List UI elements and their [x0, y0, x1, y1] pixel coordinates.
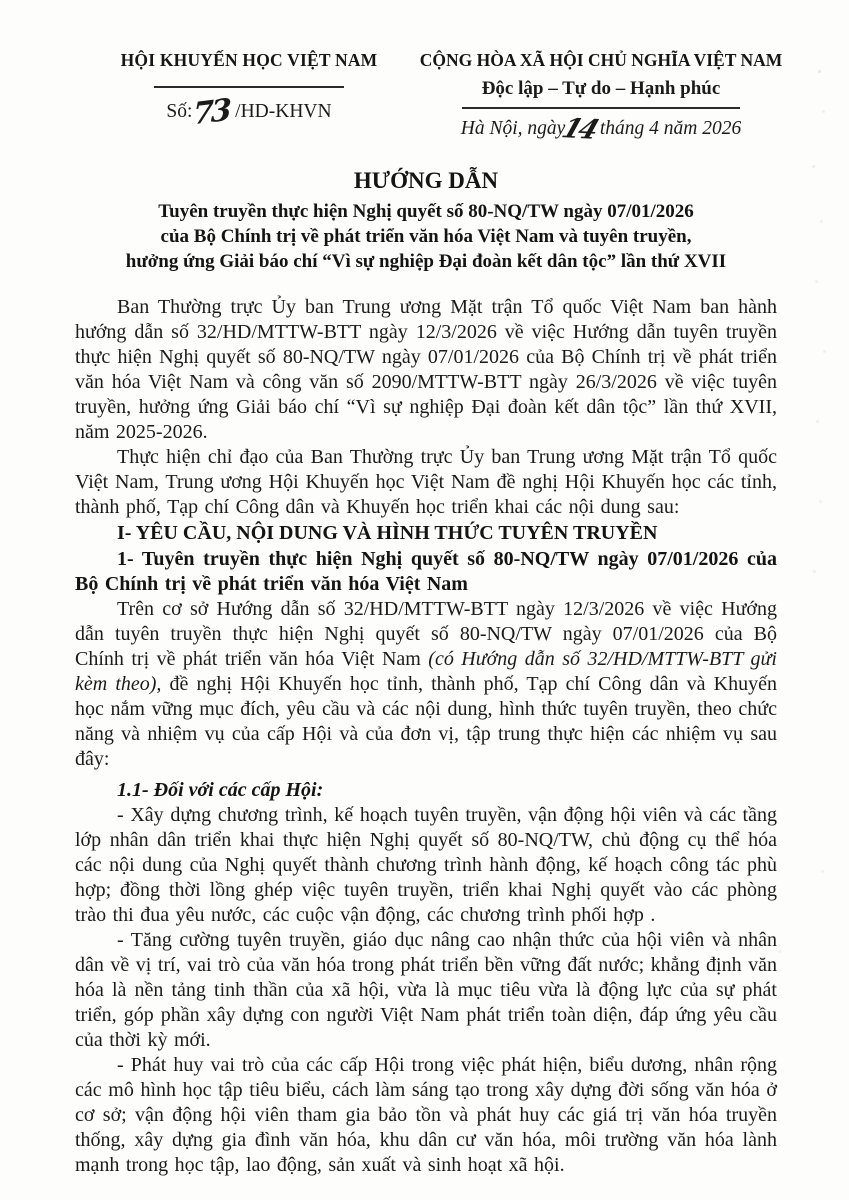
scan-noise-speckles — [818, 70, 821, 73]
bullet-paragraph-2: - Tăng cường tuyên truyền, giáo dục nâng cao nhận thức của hội viên và nhân dân về vị trí, vai trò của văn hóa trong phát triển bền vững đất nước; khẳng định văn hóa là nền tảng tinh thần của xã hội, vừa là mục tiêu vừa là động lực của sự phát triển, góp phần xây dựng con người Việt Nam phát triển toàn diện, đáp ứng yêu cầu của thời kỳ mới. — [75, 929, 777, 1051]
dateline-suffix: tháng 4 năm 2026 — [599, 118, 742, 139]
org-underline — [154, 86, 344, 88]
doc-subtitle-line: của Bộ Chính trị về phát triển văn hóa Việt Nam và tuyên truyền, — [160, 226, 692, 247]
dateline-prefix: Hà Nội, ngày — [460, 118, 566, 139]
handwritten-day: 14 — [558, 113, 601, 146]
doc-title: HƯỚNG DẪN — [353, 168, 499, 193]
national-motto: Độc lập – Tự do – Hạnh phúc — [481, 78, 721, 99]
doc-number-label: Số: — [166, 101, 193, 122]
handwritten-doc-number: 73 — [193, 92, 230, 133]
section-heading-1: 1- Tuyên truyền thực hiện Nghị quyết số 80-NQ/TW ngày 07/01/2026 của Bộ Chính trị về phát triển văn hóa Việt Nam — [75, 548, 777, 595]
subsection-heading-1-1: 1.1- Đối với các cấp Hội: — [117, 779, 324, 801]
paragraph-basis-pre: Trên cơ sở Hướng dẫn số 32/HD/MTTW-BTT ngày 12/3/2026 về việc Hướng dẫn tuyên truyền thực hiện Nghị quyết số 80-NQ/TW ngày 07/01/2026 của Bộ Chính trị về phát triển văn hóa Việt Nam — [75, 598, 777, 670]
dateline — [396, 113, 806, 146]
paragraph-basis-italic: (có Hướng dẫn số 32/HD/MTTW-BTT gửi kèm theo), — [75, 648, 777, 695]
doc-subtitle-line: Tuyên truyền thực hiện Nghị quyết số 80-NQ/TW ngày 07/01/2026 — [158, 201, 694, 222]
doc-number-suffix: /HD-KHVN — [235, 101, 332, 122]
national-title: CỘNG HÒA XÃ HỘI CHỦ NGHĨA VIỆT NAM — [419, 50, 783, 70]
doc-number-line — [88, 92, 410, 133]
section-heading-I: I- YÊU CẦU, NỘI DUNG VÀ HÌNH THỨC TUYÊN TRUYỀN — [117, 522, 658, 544]
document-body — [75, 168, 777, 1178]
doc-subtitle — [75, 199, 777, 274]
paragraph-basis — [75, 597, 777, 772]
bullet-paragraph-1: - Xây dựng chương trình, kế hoạch tuyên truyền, vận động hội viên và các tầng lớp nhân dân triển khai thực hiện Nghị quyết số 80-NQ/TW, chủ động cụ thể hóa các nội dung của Nghị quyết thành chương trình hành động, kế hoạch công tác phù hợp; đồng thời lồng ghép việc tuyên truyền, triển khai Nghị quyết vào các phòng trào thi đua yêu nước, các cuộc vận động, các chương trình phối hợp . — [75, 804, 777, 926]
paragraph-intro-2: Thực hiện chỉ đạo của Ban Thường trực Ủy ban Trung ương Mặt trận Tổ quốc Việt Nam, Trung ương Hội Khuyến học Việt Nam đề nghị Hội Khuyến học các tỉnh, thành phố, Tạp chí Công dân và Khuyến học triển khai các nội dung sau: — [75, 446, 777, 518]
paragraph-intro-1: Ban Thường trực Ủy ban Trung ương Mặt trận Tổ quốc Việt Nam ban hành hướng dẫn số 32/HD/MTTW-BTT ngày 12/3/2026 về việc Hướng dẫn tuyên truyền thực hiện Nghị quyết số 80-NQ/TW ngày 07/01/2026 của Bộ Chính trị về phát triển văn hóa Việt Nam và công văn số 2090/MTTW-BTT ngày 26/3/2026 về việc tuyên truyền, hưởng ứng Giải báo chí “Vì sự nghiệp Đại đoàn kết dân tộc” lần thứ XVII, năm 2025-2026. — [75, 296, 777, 443]
doc-subtitle-line: hưởng ứng Giải báo chí “Vì sự nghiệp Đại đoàn kết dân tộc” lần thứ XVII — [125, 251, 727, 272]
paragraph-basis-post: đề nghị Hội Khuyến học tỉnh, thành phố, Tạp chí Công dân và Khuyến học nắm vững mục đích, yêu cầu và các nội dung, hình thức tuyên truyền, theo chức năng và nhiệm vụ của cấp Hội và của đơn vị, tập trung thực hiện các nhiệm vụ sau đây: — [75, 673, 777, 770]
motto-underline — [462, 107, 740, 109]
letterhead-org-block — [88, 50, 410, 133]
org-name: HỘI KHUYẾN HỌC VIỆT NAM — [120, 50, 378, 70]
bullet-paragraph-3: - Phát huy vai trò của các cấp Hội trong việc phát hiện, biểu dương, nhân rộng các mô hình học tập tiêu biểu, cách làm sáng tạo trong xây dựng đời sống văn hóa ở cơ sở; vận động hội viên tham gia bảo tồn và phát huy các giá trị văn hóa truyền thống, xây dựng gia đình văn hóa, khu dân cư văn hóa, môi trường văn hóa lành mạnh trong học tập, lao động, sản xuất và sinh hoạt xã hội. — [75, 1054, 777, 1176]
letterhead-national-block — [396, 50, 806, 146]
